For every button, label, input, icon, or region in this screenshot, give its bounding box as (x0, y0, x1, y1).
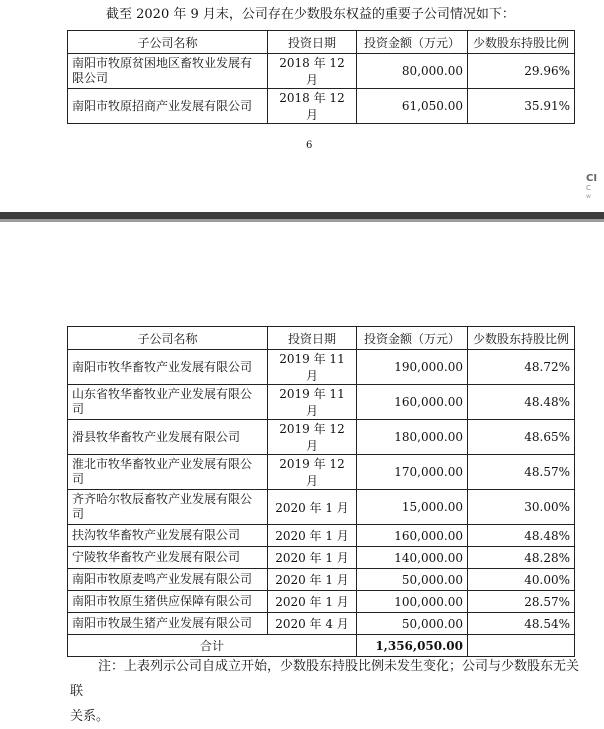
minority-ratio: 40.00% (468, 569, 575, 591)
table-row (68, 490, 575, 525)
table-row (68, 547, 575, 569)
table-row (68, 569, 575, 591)
minority-ratio: 35.91% (468, 89, 575, 124)
minority-ratio: 28.57% (468, 591, 575, 613)
subsidiary-name: 宁陵牧华畜牧产业发展有限公司 (68, 547, 268, 569)
investment-date: 2019 年 11 月 (268, 350, 357, 385)
table-row (68, 350, 575, 385)
investment-amount: 61,050.00 (357, 89, 468, 124)
investment-date: 2019 年 12 月 (268, 455, 357, 490)
subsidiary-name: 南阳市牧原招商产业发展有限公司 (68, 89, 268, 124)
minority-ratio: 48.57% (468, 455, 575, 490)
header-investment-date: 投资日期 (268, 327, 357, 350)
subsidiary-name: 南阳市牧华畜牧产业发展有限公司 (68, 350, 268, 385)
intro-text: 截至 2020 年 9 月末，公司存在少数股东权益的重要子公司情况如下： (106, 7, 515, 22)
total-label: 合计 (68, 635, 357, 657)
subsidiary-name: 淮北市牧华畜牧业产业发展有限公司 (68, 455, 268, 490)
investment-amount: 15,000.00 (357, 490, 468, 525)
table-row (68, 455, 575, 490)
investment-date: 2020 年 1 月 (268, 525, 357, 547)
investment-date: 2019 年 11 月 (268, 385, 357, 420)
header-subsidiary-name: 子公司名称 (68, 31, 268, 54)
watermark-logo (586, 173, 604, 203)
table-note (70, 654, 590, 729)
page-separator-shadow (0, 219, 604, 222)
subsidiary-name: 南阳市牧晟生猪产业发展有限公司 (68, 613, 268, 635)
subsidiary-table-1 (67, 30, 575, 124)
investment-date: 2020 年 1 月 (268, 569, 357, 591)
investment-amount: 190,000.00 (357, 350, 468, 385)
subsidiary-table-2 (67, 326, 575, 657)
note-line-1 (70, 654, 590, 704)
table-header-row (68, 327, 575, 350)
subsidiary-name: 南阳市牧原麦鸣产业发展有限公司 (68, 569, 268, 591)
subsidiary-name: 山东省牧华畜牧业产业发展有限公司 (68, 385, 268, 420)
table-row (68, 385, 575, 420)
minority-ratio: 48.72% (468, 350, 575, 385)
header-investment-date: 投资日期 (268, 31, 357, 54)
investment-date: 2020 年 1 月 (268, 490, 357, 525)
table-row (68, 613, 575, 635)
minority-ratio: 48.48% (468, 525, 575, 547)
investment-amount: 50,000.00 (357, 613, 468, 635)
investment-date: 2020 年 1 月 (268, 591, 357, 613)
subsidiary-name: 滑县牧华畜牧产业发展有限公司 (68, 420, 268, 455)
logo-text-line1: CI (586, 173, 598, 184)
total-amount: 1,356,050.00 (357, 635, 468, 657)
subsidiary-name: 南阳市牧原贫困地区畜牧业发展有限公司 (68, 54, 268, 89)
minority-ratio: 29.96% (468, 54, 575, 89)
investment-amount: 50,000.00 (357, 569, 468, 591)
investment-date: 2020 年 1 月 (268, 547, 357, 569)
table-header-row (68, 31, 575, 54)
page-separator-bar (0, 212, 604, 219)
investment-date: 2019 年 12 月 (268, 420, 357, 455)
investment-amount: 100,000.00 (357, 591, 468, 613)
header-subsidiary-name: 子公司名称 (68, 327, 268, 350)
header-investment-amount: 投资金额（万元） (357, 327, 468, 350)
note-line-2: 关系。 (70, 709, 110, 724)
note-text-1: 注：上表列示公司自成立开始，少数股东持股比例未发生变化；公司与少数股东无关联 (70, 659, 580, 699)
investment-amount: 180,000.00 (357, 420, 468, 455)
header-minority-ratio: 少数股东持股比例 (468, 31, 575, 54)
investment-amount: 170,000.00 (357, 455, 468, 490)
header-minority-ratio: 少数股东持股比例 (468, 327, 575, 350)
subsidiary-name: 扶沟牧华畜牧产业发展有限公司 (68, 525, 268, 547)
minority-ratio: 48.28% (468, 547, 575, 569)
minority-ratio: 48.65% (468, 420, 575, 455)
table-row (68, 89, 575, 124)
investment-date: 2020 年 4 月 (268, 613, 357, 635)
subsidiary-name: 南阳市牧原生猪供应保障有限公司 (68, 591, 268, 613)
investment-amount: 140,000.00 (357, 547, 468, 569)
minority-ratio: 48.48% (468, 385, 575, 420)
investment-amount: 80,000.00 (357, 54, 468, 89)
minority-ratio: 30.00% (468, 490, 575, 525)
page-number: 6 (306, 140, 313, 151)
table-row (68, 525, 575, 547)
minority-ratio: 48.54% (468, 613, 575, 635)
logo-text-line3: w (586, 193, 591, 200)
table-row (68, 591, 575, 613)
investment-amount: 160,000.00 (357, 385, 468, 420)
table-row (68, 54, 575, 89)
investment-date: 2018 年 12 月 (268, 89, 357, 124)
table-row (68, 420, 575, 455)
logo-text-line2: C (586, 184, 591, 192)
subsidiary-name: 齐齐哈尔牧辰畜牧产业发展有限公司 (68, 490, 268, 525)
header-investment-amount: 投资金额（万元） (357, 31, 468, 54)
investment-date: 2018 年 12 月 (268, 54, 357, 89)
investment-amount: 160,000.00 (357, 525, 468, 547)
